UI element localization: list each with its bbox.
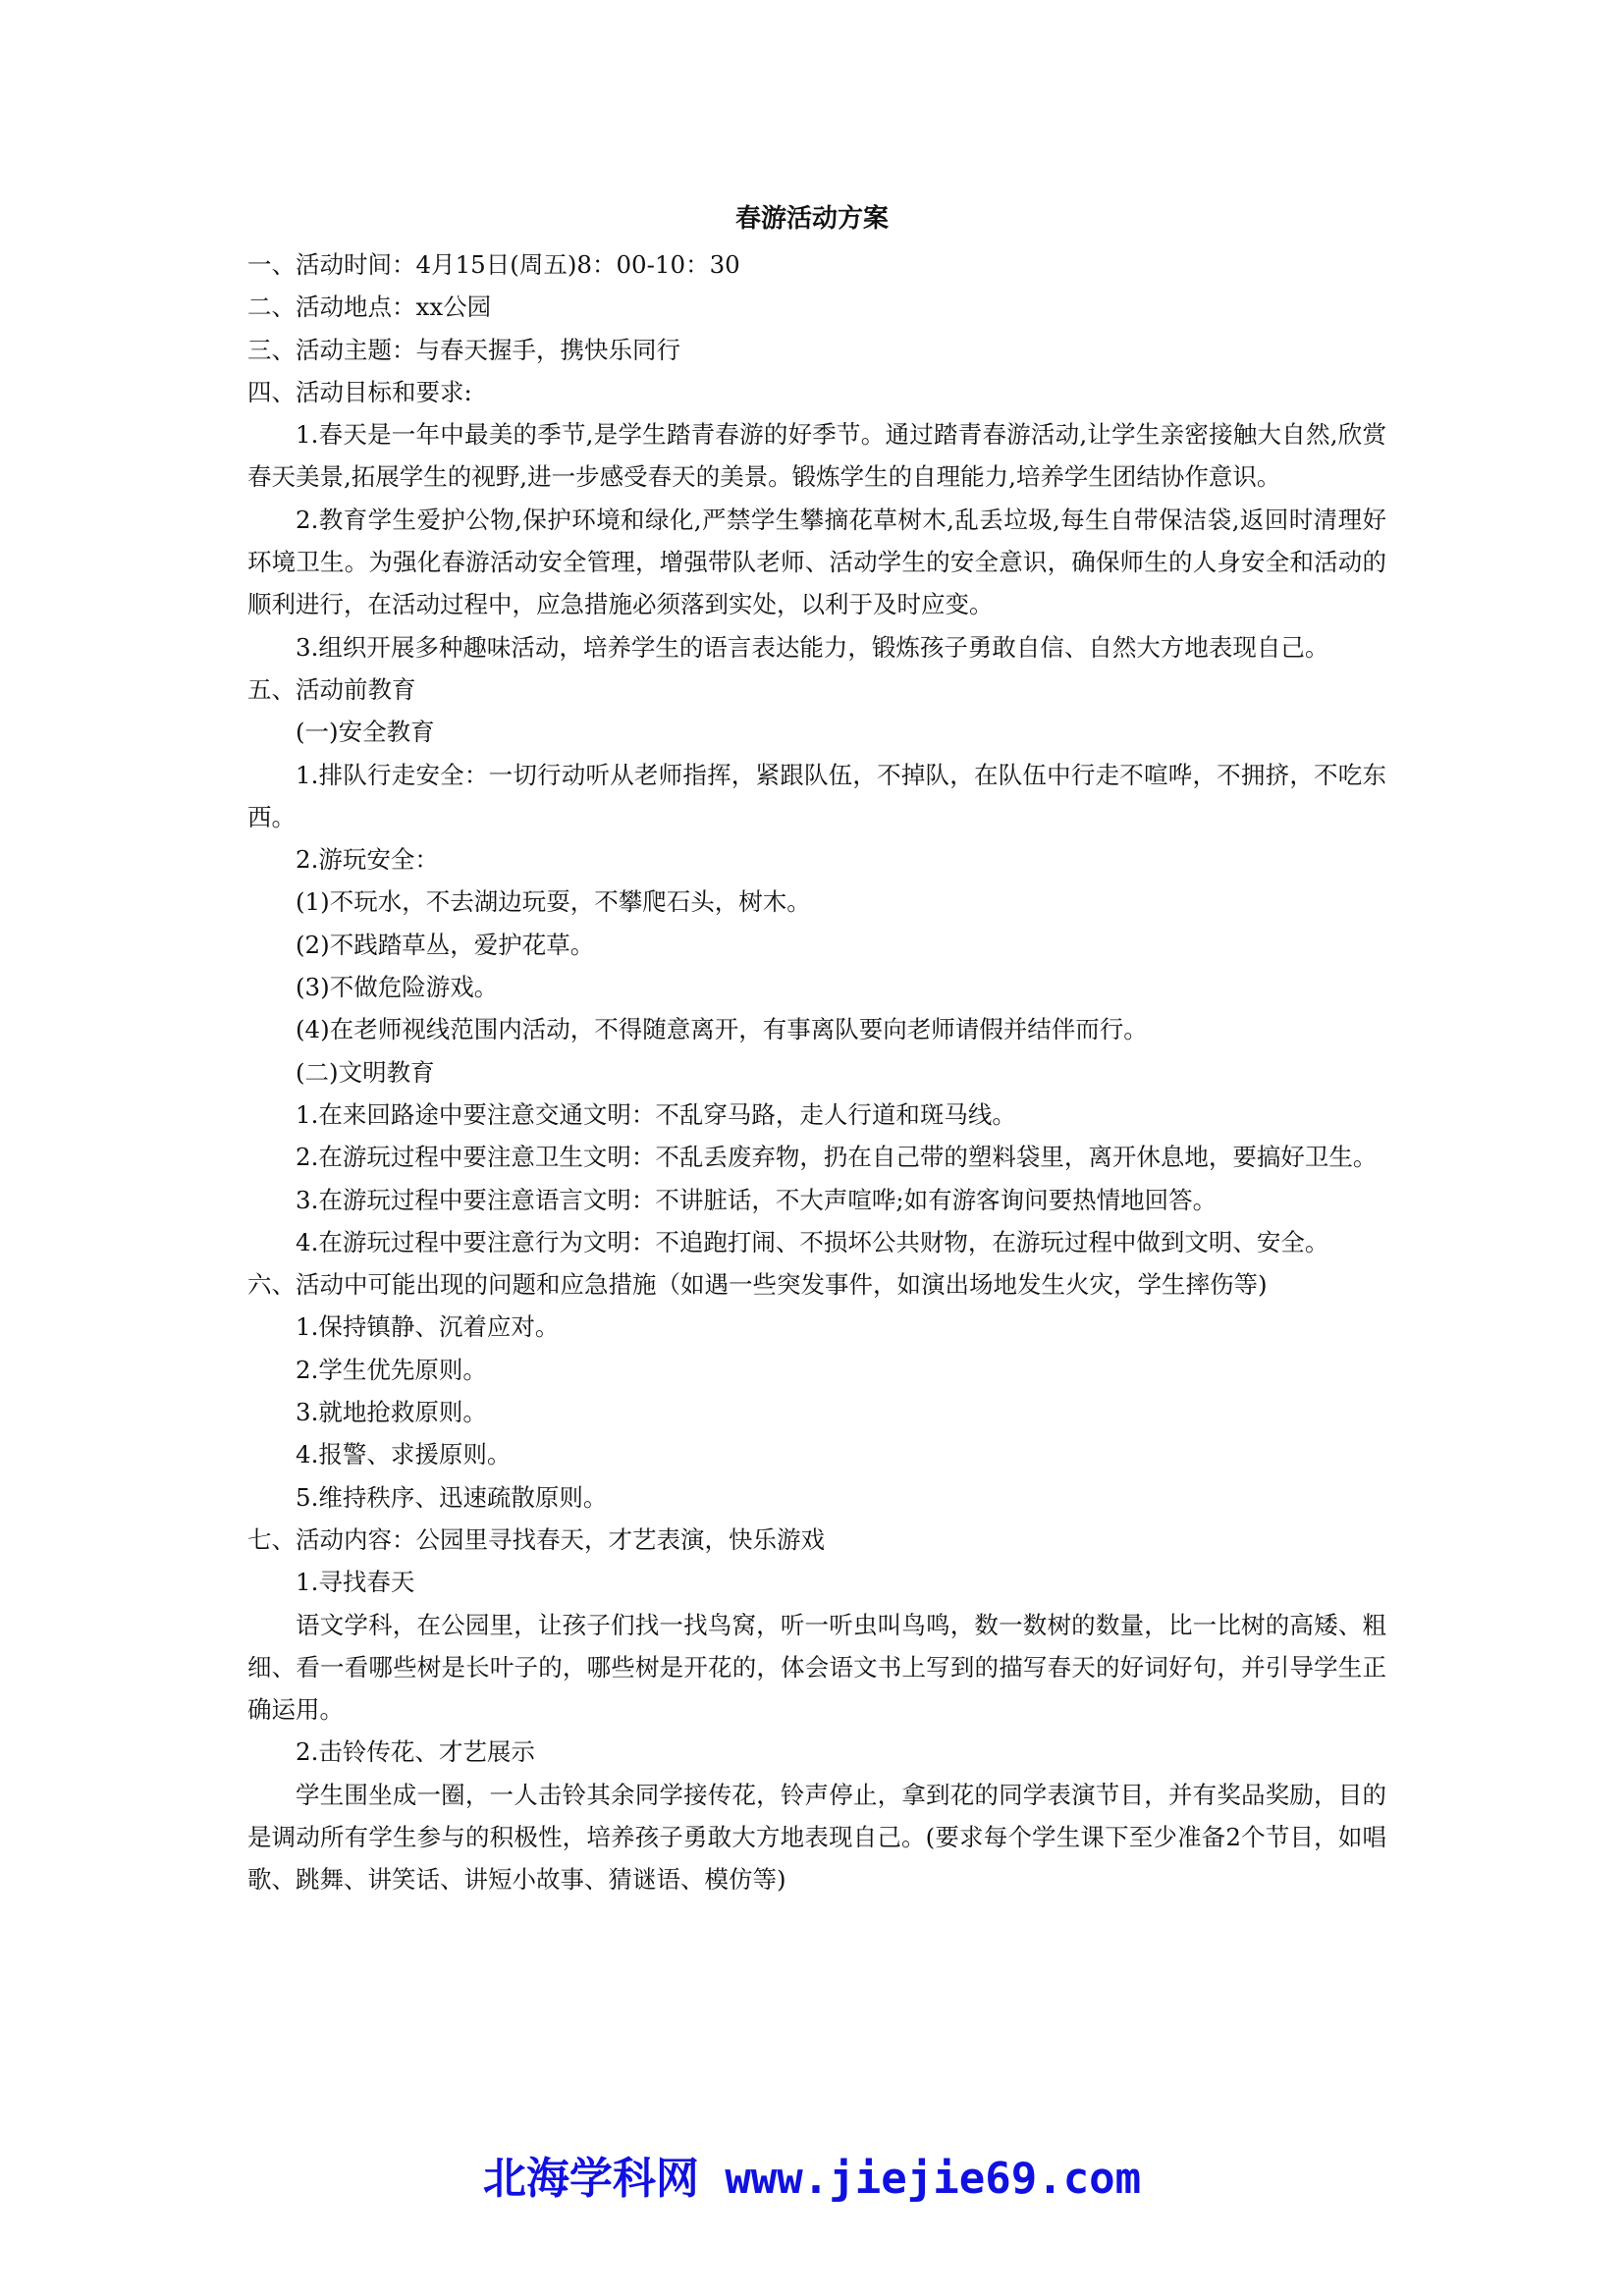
document-title: 春游活动方案 <box>734 204 889 234</box>
paragraph: 学生围坐成一圈，一人击铃其余同学接传花，铃声停止，拿到花的同学表演节目，并有奖品奖励，目的是调动所有学生参与的积极性，培养孩子勇敢大方地表现自己。(要求每个学生课下至少准备2个节目，如唱歌、跳舞、讲笑话、讲短小故事、猜谜语、模仿等) <box>247 1780 1386 1895</box>
paragraph: (4)在老师视线范围内活动，不得随意离开，有事离队要向老师请假并结伴而行。 <box>296 1015 1148 1044</box>
paragraph: 2.游玩安全： <box>296 845 439 875</box>
paragraph: 语文学科，在公园里，让孩子们找一找鸟窝，听一听虫叫鸟鸣，数一数树的数量，比一比树的高矮、粗细、看一看哪些树是长叶子的，哪些树是开花的，体会语文书上写到的描写春天的好词好句，并引导学生正确运用。 <box>247 1610 1386 1725</box>
paragraph: (2)不践踏草丛，爱护花草。 <box>296 930 595 959</box>
paragraph: (3)不做危险游戏。 <box>296 973 499 1002</box>
paragraph: 2.击铃传花、才艺展示 <box>296 1737 535 1767</box>
paragraph: 1.保持镇静、沉着应对。 <box>296 1312 560 1342</box>
paragraph: (1)不玩水，不去湖边玩耍，不攀爬石头，树木。 <box>296 887 811 917</box>
paragraph: 5.维持秩序、迅速疏散原则。 <box>296 1482 608 1512</box>
paragraph: 二、活动地点：xx公园 <box>247 293 492 322</box>
paragraph: (一)安全教育 <box>296 718 435 747</box>
paragraph: 3.组织开展多种趣味活动，培养学生的语言表达能力，锻炼孩子勇敢自信、自然大方地表现自己。 <box>296 632 1329 662</box>
paragraph: 2.学生优先原则。 <box>296 1355 487 1384</box>
paragraph: (二)文明教育 <box>296 1057 435 1087</box>
paragraph: 1.春天是一年中最美的季节,是学生踏青春游的好季节。通过踏青春游活动,让学生亲密接触大自然,欣赏春天美景,拓展学生的视野,进一步感受春天的美景。锻炼学生的自理能力,培养学生团结协作意识。 <box>247 420 1387 492</box>
paragraph: 1.在来回路途中要注意交通文明：不乱穿马路，走人行道和斑马线。 <box>296 1099 1016 1129</box>
paragraph: 1.寻找春天 <box>296 1568 415 1597</box>
paragraph: 2.教育学生爱护公物,保护环境和绿化,严禁学生攀摘花草树木,乱丢垃圾,每生自带保洁袋,返回时清理好环境卫生。为强化春游活动安全管理，增强带队老师、活动学生的安全意识，确保师生的人身安全和活动的顺利进行，在活动过程中，应急措施必须落到实处，以利于及时应变。 <box>247 505 1386 619</box>
paragraph: 1.排队行走安全：一切行动听从老师指挥，紧跟队伍，不掉队，在队伍中行走不喧哗，不拥挤，不吃东西。 <box>247 760 1386 831</box>
paragraph: 三、活动主题：与春天握手，携快乐同行 <box>247 335 680 364</box>
paragraph: 四、活动目标和要求: <box>247 377 472 406</box>
paragraph: 六、活动中可能出现的问题和应急措施（如遇一些突发事件，如演出场地发生火灾，学生摔伤等) <box>247 1270 1268 1300</box>
footer-watermark[interactable]: 北海学科网 www.jiejie69.com <box>482 2154 1142 2204</box>
paragraph: 3.在游玩过程中要注意语言文明：不讲脏话，不大声喧哗;如有游客询问要热情地回答。 <box>296 1185 1218 1214</box>
document-body <box>247 243 1386 1901</box>
paragraph: 一、活动时间：4月15日(周五)8：00-10：30 <box>247 250 740 279</box>
paragraph: 4.在游玩过程中要注意行为文明：不追跑打闹、不损坏公共财物，在游玩过程中做到文明、安全。 <box>296 1227 1329 1256</box>
paragraph: 3.就地抢救原则。 <box>296 1398 487 1427</box>
paragraph: 五、活动前教育 <box>247 674 416 704</box>
paragraph: 4.报警、求援原则。 <box>296 1440 512 1469</box>
paragraph: 七、活动内容：公园里寻找春天，才艺表演，快乐游戏 <box>247 1524 825 1554</box>
paragraph: 2.在游玩过程中要注意卫生文明：不乱丢废弃物，扔在自己带的塑料袋里，离开休息地，要搞好卫生。 <box>296 1143 1378 1172</box>
